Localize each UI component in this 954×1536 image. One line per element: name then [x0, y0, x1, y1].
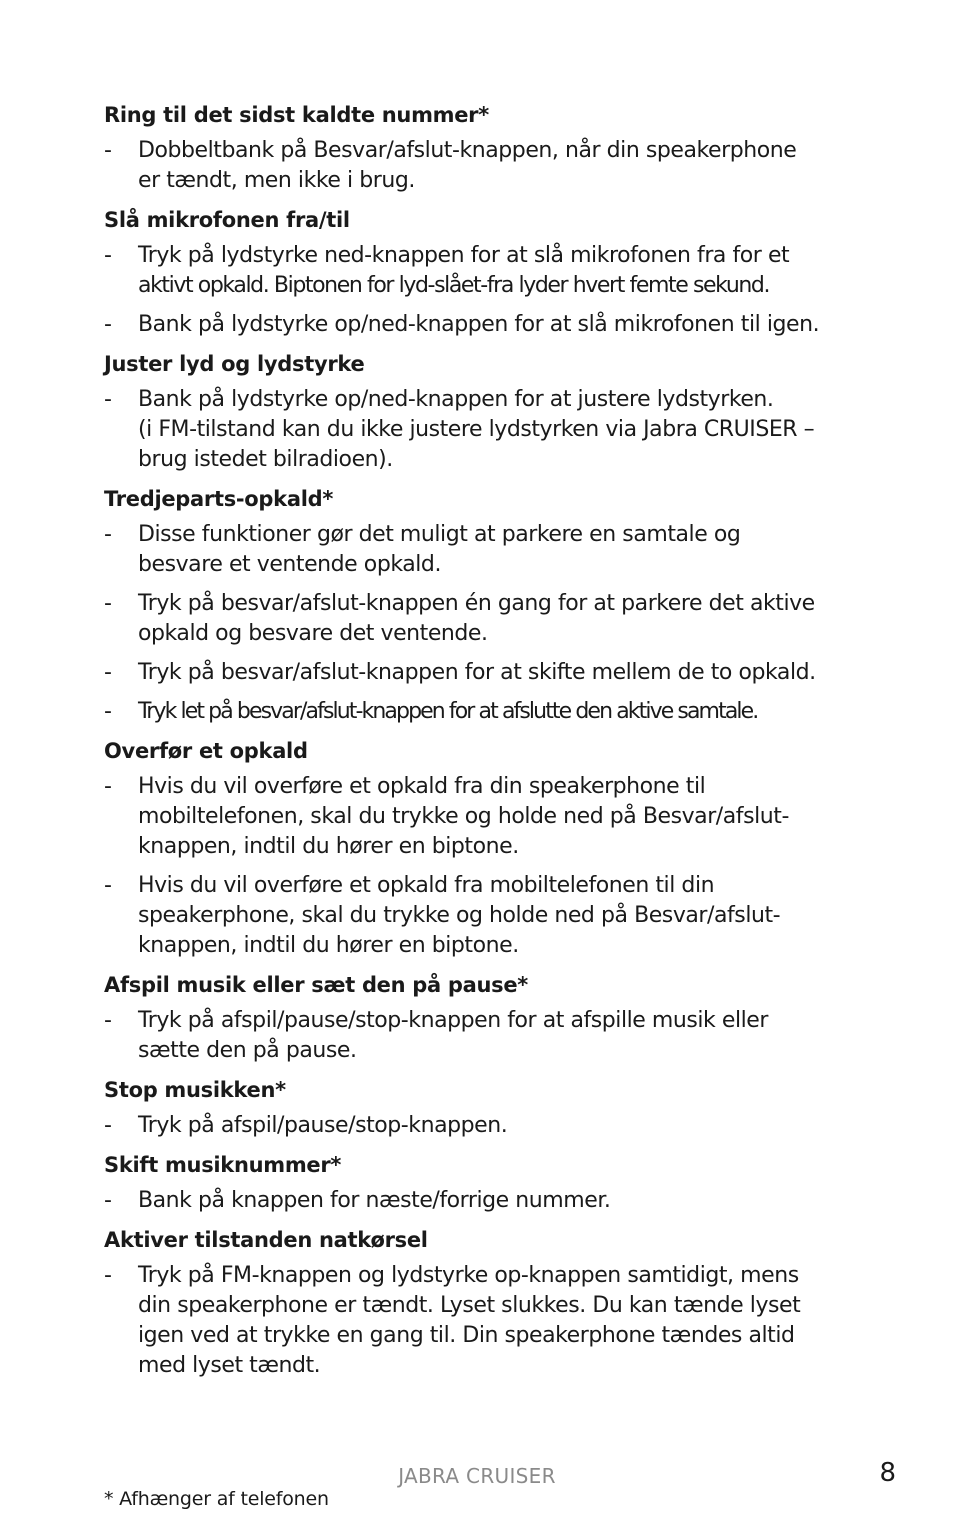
bullet-dash: -	[104, 660, 112, 685]
section-items	[104, 385, 864, 475]
item-line: Tryk på afspil/pause/stop-knappen for at afspille musik eller	[138, 1008, 768, 1033]
section-night-mode	[104, 1225, 864, 1381]
section-items	[104, 241, 864, 340]
document-body	[104, 100, 864, 1390]
section-title: Afspil musik eller sæt den på pause*	[104, 973, 528, 997]
page-number: 8	[879, 1458, 896, 1488]
bullet-dash: -	[104, 312, 112, 337]
section-title: Juster lyd og lydstyrke	[104, 352, 365, 376]
section-items	[104, 1186, 864, 1216]
section-transfer-call	[104, 736, 864, 961]
item-line: Dobbeltbank på Besvar/afslut-knappen, når din speakerphone	[138, 138, 797, 163]
section-title: Aktiver tilstanden natkørsel	[104, 1228, 428, 1252]
item-line: speakerphone, skal du trykke og holde ned på Besvar/afslut-	[138, 903, 781, 928]
bullet-dash: -	[104, 387, 112, 412]
bullet-dash: -	[104, 1113, 112, 1138]
section-title: Overfør et opkald	[104, 739, 308, 763]
item-line: Hvis du vil overføre et opkald fra mobiltelefonen til din	[138, 873, 715, 898]
item-line: Tryk på lydstyrke ned-knappen for at slå mikrofonen fra for et	[138, 243, 790, 268]
bullet-dash: -	[104, 243, 112, 268]
bullet-dash: -	[104, 774, 112, 799]
item-line: opkald og besvare det ventende.	[138, 621, 488, 646]
section-play-pause	[104, 970, 864, 1066]
list-item	[104, 589, 864, 649]
item-line: mobiltelefonen, skal du trykke og holde ned på Besvar/afslut-	[138, 804, 789, 829]
list-item	[104, 385, 864, 475]
section-items	[104, 520, 864, 727]
item-line: besvare et ventende opkald.	[138, 552, 441, 577]
list-item	[104, 1261, 864, 1381]
bullet-dash: -	[104, 591, 112, 616]
bullet-dash: -	[104, 873, 112, 898]
list-item	[104, 1111, 864, 1141]
item-line: Tryk let på besvar/afslut-knappen for at afslutte den aktive samtale.	[138, 699, 758, 724]
item-line: er tændt, men ikke i brug.	[138, 168, 415, 193]
section-redial	[104, 100, 864, 196]
item-line: din speakerphone er tændt. Lyset slukkes. Du kan tænde lyset	[138, 1293, 801, 1318]
bullet-dash: -	[104, 138, 112, 163]
list-item	[104, 697, 864, 727]
list-item	[104, 871, 864, 961]
section-title: Slå mikrofonen fra/til	[104, 208, 350, 232]
section-title: Tredjeparts-opkald*	[104, 487, 334, 511]
item-line: med lyset tændt.	[138, 1353, 321, 1378]
section-title: Skift musiknummer*	[104, 1153, 342, 1177]
list-item	[104, 658, 864, 688]
bullet-dash: -	[104, 1263, 112, 1288]
item-line: Bank på knappen for næste/forrige nummer.	[138, 1188, 611, 1213]
item-line: (i FM-tilstand kan du ikke justere lydstyrken via Jabra CRUISER –	[138, 417, 815, 442]
item-line: sætte den på pause.	[138, 1038, 357, 1063]
section-items	[104, 772, 864, 961]
item-line: brug istedet bilradioen).	[138, 447, 393, 472]
item-line: Tryk på afspil/pause/stop-knappen.	[138, 1113, 508, 1138]
item-line: Tryk på besvar/afslut-knappen én gang for at parkere det aktive	[138, 591, 815, 616]
item-line: knappen, indtil du hører en biptone.	[138, 834, 519, 859]
section-items	[104, 1111, 864, 1141]
bullet-dash: -	[104, 522, 112, 547]
item-line: Tryk på FM-knappen og lydstyrke op-knappen samtidigt, mens	[138, 1263, 799, 1288]
bullet-dash: -	[104, 699, 111, 724]
item-line: Tryk på besvar/afslut-knappen for at skifte mellem de to opkald.	[138, 660, 816, 685]
section-change-track	[104, 1150, 864, 1216]
section-mute	[104, 205, 864, 340]
section-third-party-calls	[104, 484, 864, 727]
footer-product-name: JABRA CRUISER	[398, 1464, 556, 1488]
section-items	[104, 1261, 864, 1381]
item-line: aktivt opkald. Biptonen for lyd-slået-fra lyder hvert femte sekund.	[138, 273, 770, 298]
item-line: knappen, indtil du hører en biptone.	[138, 933, 519, 958]
list-item	[104, 310, 864, 340]
list-item	[104, 520, 864, 580]
section-title: Ring til det sidst kaldte nummer*	[104, 103, 489, 127]
item-line: Hvis du vil overføre et opkald fra din speakerphone til	[138, 774, 706, 799]
section-title: Stop musikken*	[104, 1078, 286, 1102]
bullet-dash: -	[104, 1008, 112, 1033]
section-items	[104, 1006, 864, 1066]
list-item	[104, 1006, 864, 1066]
section-stop-music	[104, 1075, 864, 1141]
list-item	[104, 1186, 864, 1216]
item-line: Bank på lydstyrke op/ned-knappen for at justere lydstyrken.	[138, 387, 774, 412]
section-items	[104, 136, 864, 196]
list-item	[104, 772, 864, 862]
item-line: Disse funktioner gør det muligt at parkere en samtale og	[138, 522, 741, 547]
footnote: * Afhænger af telefonen	[104, 1488, 329, 1510]
list-item	[104, 241, 864, 301]
item-line: igen ved at trykke en gang til. Din speakerphone tændes altid	[138, 1323, 795, 1348]
bullet-dash: -	[104, 1188, 112, 1213]
section-volume	[104, 349, 864, 475]
list-item	[104, 136, 864, 196]
item-line: Bank på lydstyrke op/ned-knappen for at slå mikrofonen til igen.	[138, 312, 820, 337]
